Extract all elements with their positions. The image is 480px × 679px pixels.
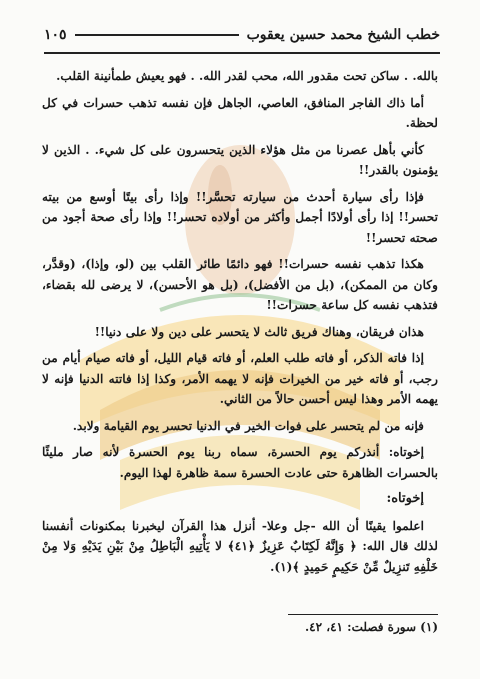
book-title: خطب الشيخ محمد حسين يعقوب [246, 27, 440, 43]
section-title: إخوتاه: [386, 491, 424, 506]
paragraph: أما ذاك الفاجر المنافق، العاصي، الجاهل فإن نفسه تذهب حسرات في كل لحظة. [42, 95, 438, 130]
paragraph: إذا فاته الذكر، أو فاته طلب العلم، أو فاته قيام الليل، أو فاته صيام أيام من رجب، أو فاته خير من الخيرات فإنه لا يهمه الأمر، وكذا إذا فاتته الدنيا فإنه لا يهمه الأمر وهذا ليس أحسن حالاً من الثاني. [42, 351, 438, 406]
paragraph-quran: اعلموا يقينًا أن الله -جل وعلا- أنزل هذا القرآن ليخبرنا بمكنونات أنفسنا لذلك قال الله: ﴿ وَإِنَّهُ لَكِتَابٌ عَزِيزٌ ﴿٤١﴾ لا يَأْتِيهِ الْبَاطِلُ مِنْ بَيْنِ يَدَيْهِ وَلا مِنْ خَلْفِهِ تَنزِيلٌ مِّنْ حَكِيمٍ حَمِيدٍ ﴾(١). [42, 518, 438, 574]
paragraph: هكذا تذهب نفسه حسرات!! فهو دائمًا طائر القلب بين (لو، وإذا)، (وقدَّر، وكان من الممكن)، (بل من الأفضل)، (بل هو الأحسن)، لا يرضى لله بقضاء، فتذهب نفسه كل ساعة حسرات!! [42, 257, 438, 312]
paragraph: هذان فريقان، وهناك فريق ثالث لا يتحسر على دين ولا على دنيا!! [94, 324, 424, 339]
page-header [44, 22, 440, 48]
footnote-rule [288, 614, 438, 615]
paragraph: كأني بأهل عصرنا من مثل هؤلاء الذين يتحسرون على كل شيء. . الذين لا يؤمنون بالقدر!! [42, 142, 438, 177]
paragraph: إخوتاه: أنذركم يوم الحسرة، سماه ربنا يوم الحسرة لأنه صار مليئًا بالحسرات الظاهرة حتى عادت الحسرة سمة ظاهرة لهذا اليوم. [42, 445, 438, 480]
paragraph: بالله. . ساكن تحت مقدور الله، محب لقدر الله. . فهو يعيش طمأنينة القلب. [56, 69, 438, 83]
page-number: ١٠٥ [44, 27, 67, 43]
header-divider [75, 34, 239, 36]
page-body [42, 66, 438, 583]
header-rule [44, 52, 440, 54]
paragraph: فإنه من لم يتحسر على فوات الخير في الدنيا تحسر يوم القيامة ولابد. [72, 418, 424, 433]
footnote: (١) سورة فصلت: ٤١، ٤٢. [304, 620, 438, 634]
paragraph: فإذا رأى سيارة أحدث من سيارته تحسَّر!! وإذا رأى بيتًا أوسع من بيته تحسر!! إذا رأى أولادًا أجمل وأكثر من أولاده تحسر!! وإذا رأى صحة أجود من صحته تحسر!! [42, 189, 438, 245]
